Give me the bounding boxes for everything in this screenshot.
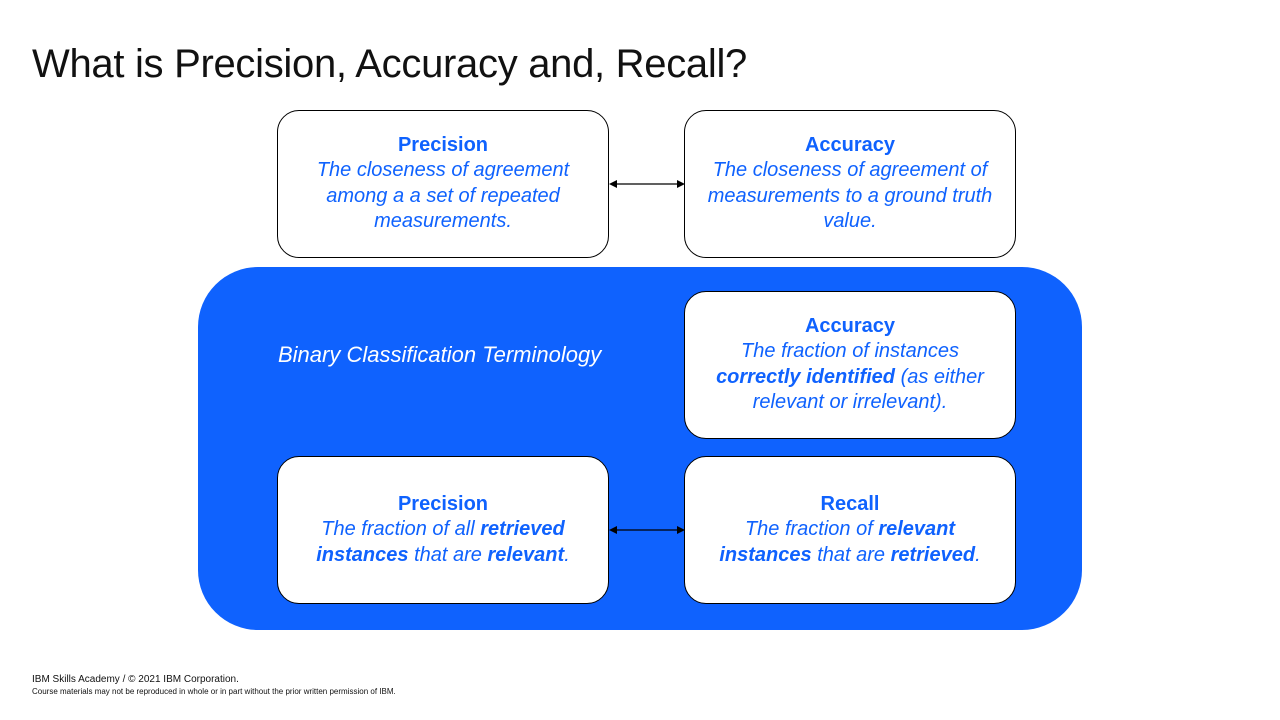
binary-accuracy-card	[684, 291, 1016, 439]
accuracy-card-title: Accuracy	[804, 134, 896, 157]
accuracy-definition-card	[684, 110, 1016, 258]
footer-copyright: IBM Skills Academy / © 2021 IBM Corporation.	[32, 674, 239, 685]
accuracy-card-text: The closeness of agreement of measurements to a ground truth value.	[707, 159, 993, 233]
precision-definition-card	[277, 110, 609, 258]
binary-accuracy-title: Accuracy	[804, 315, 896, 338]
binary-accuracy-text: The fraction of instances correctly identified (as either relevant or irrelevant).	[716, 340, 984, 414]
binary-precision-text: The fraction of all retrieved instances that are relevant.	[316, 518, 570, 566]
precision-recall-connector	[609, 524, 685, 536]
binary-precision-card	[277, 456, 609, 604]
precision-accuracy-connector	[609, 178, 685, 190]
binary-recall-card	[684, 456, 1016, 604]
binary-recall-emphasis-1: relevant instances	[719, 518, 956, 566]
footer	[32, 673, 396, 697]
binary-precision-title: Precision	[397, 493, 489, 515]
binary-recall-emphasis-2: retrieved	[890, 543, 976, 566]
precision-card-title: Precision	[397, 134, 489, 157]
binary-recall-text: The fraction of relevant instances that are retrieved.	[719, 518, 981, 566]
page-title: What is Precision, Accuracy and, Recall?	[32, 42, 747, 86]
precision-card-text: The closeness of agreement among a a set of repeated measurements.	[316, 159, 570, 233]
binary-recall-title: Recall	[820, 493, 880, 515]
binary-precision-emphasis-2: relevant	[487, 543, 565, 566]
binary-accuracy-emphasis: correctly identified	[716, 365, 895, 388]
binary-precision-emphasis-1: retrieved instances	[316, 518, 565, 566]
binary-classification-label: Binary Classification Terminology	[278, 342, 602, 367]
footer-notice: Course materials may not be reproduced in whole or in part without the prior written permission of IBM.	[32, 687, 396, 696]
